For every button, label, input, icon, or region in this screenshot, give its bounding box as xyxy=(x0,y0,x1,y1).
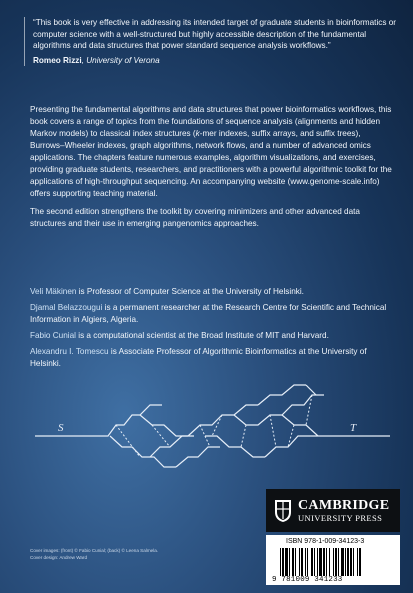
publisher-subname: UNIVERSITY PRESS xyxy=(298,513,383,523)
credits-images: Cover images: (front) © Fabio Cunial; (back) © Leena Salmela. xyxy=(30,548,159,553)
author-bio: Djamal Belazzougui is a permanent researcher at the Research Centre for Scientific and Technical Information in Algiers, Algeria. xyxy=(30,303,387,324)
description-paragraph-1: Presenting the fundamental algorithms and data structures that power bioinformatics workflows, this book covers a range of topics from the foundations of sequence analysis (alignments and hidden Markov models) to classical index structures (k-mer indexes, suffix arrays, and suffix trees), Burrows–Wheeler indexes, graph algorithms, network flows, and a number of advanced omics applications. The chapters feature numerous examples, algorithm visualizations, and exercises, providing graduate students, researchers, and practitioners with a powerful algorithmic toolkit for the applications of high-throughput sequencing. An accompanying website (www.genome-scale.info) offers supporting teaching material. xyxy=(30,105,392,198)
credits-design: Cover design: Andrew Ward xyxy=(30,554,88,560)
publisher-logo xyxy=(266,489,400,532)
author-bio: Fabio Cunial is a computational scientist at the Broad Institute of MIT and Harvard. xyxy=(30,331,329,340)
author-bios xyxy=(30,286,392,374)
quote-author xyxy=(33,55,398,67)
target-node-label: T xyxy=(350,422,357,434)
quote-text: “This book is very effective in addressing its intended target of graduate students in bioinformatics or computer science with a well-structured but highly accessible description of the fundamental algorithms and data structures that power standard sequence analysis workflows.” xyxy=(33,18,397,51)
source-node-label: S xyxy=(58,422,64,434)
author-bio: Alexandru I. Tomescu is Associate Professor of Algorithmic Bioinformatics at the University of Helsinki. xyxy=(30,347,367,368)
endorsement-quote xyxy=(24,17,398,66)
cambridge-shield-icon xyxy=(274,499,292,523)
book-description xyxy=(30,104,392,236)
publisher-name: CAMBRIDGE xyxy=(298,498,390,513)
quote-author-affiliation: , University of Verona xyxy=(81,55,160,65)
barcode-bars xyxy=(280,548,386,576)
author-bio: Veli Mäkinen is Professor of Computer Science at the University of Helsinki. xyxy=(30,287,304,296)
cover-credits xyxy=(30,548,158,561)
isbn-barcode xyxy=(266,535,400,585)
isbn-text: ISBN 978-1-009-34123-3 xyxy=(286,538,365,545)
barcode-digits: 9 781009 341233 xyxy=(272,576,343,584)
quote-author-name: Romeo Rizzi xyxy=(33,55,82,65)
description-paragraph-2: The second edition strengthens the toolkit by covering minimizers and other advanced data structures and their use in emerging pangenomics approaches. xyxy=(30,207,360,228)
graph-path-illustration xyxy=(0,375,413,495)
